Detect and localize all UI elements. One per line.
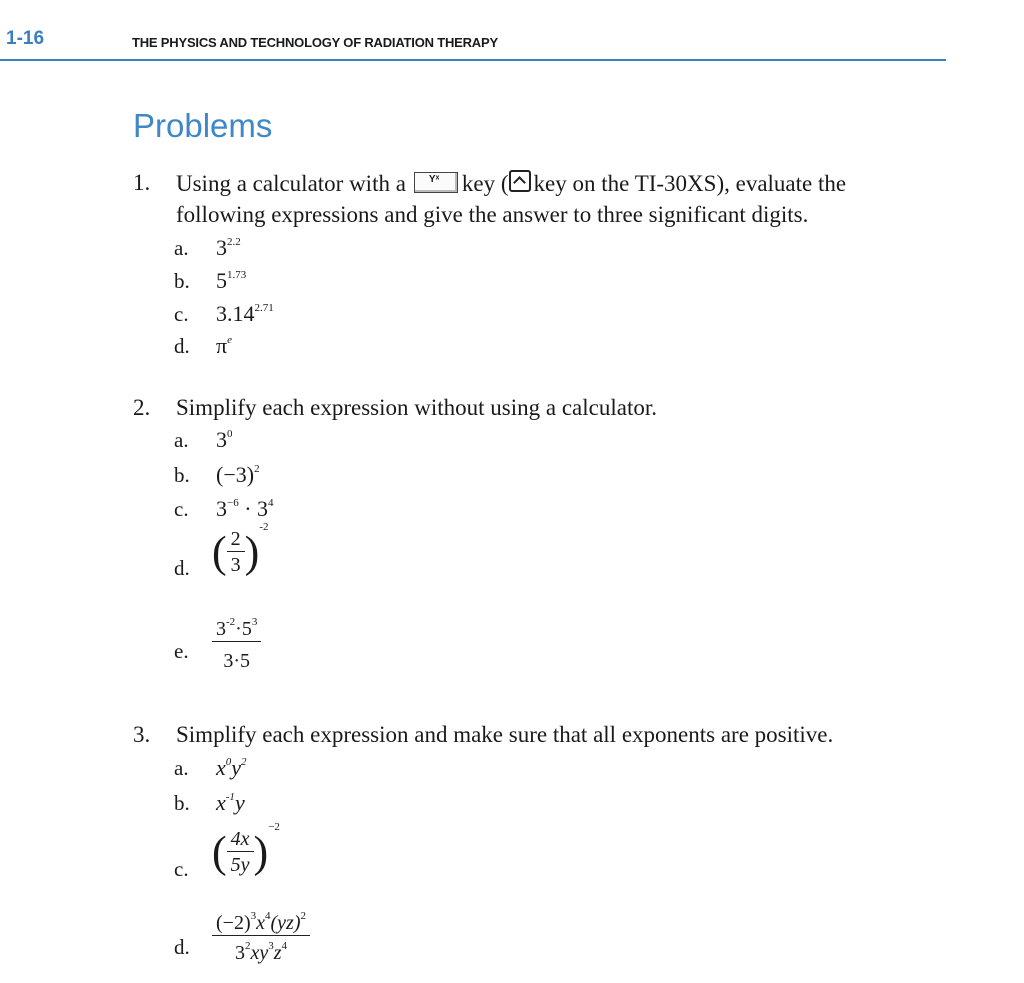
p2-c-expression [216, 496, 274, 522]
p3-d-label: d. [174, 935, 190, 959]
page-number: 1-16 [6, 28, 45, 49]
p2-b-expression [216, 462, 260, 488]
p2-d-exp: -2 [259, 520, 269, 533]
p3-d-d2-exp: 3 [268, 940, 274, 952]
p3-d-d1-exp: 2 [244, 940, 251, 952]
p1-d-exp: e [227, 334, 232, 346]
p2-e-denominator: 3·5 [212, 641, 261, 673]
p2-b-base: (−3) [216, 462, 255, 487]
p1-d-expression [216, 333, 232, 359]
p3-b-x: x [216, 790, 226, 815]
p3-c-numerator: 4x [230, 828, 250, 850]
p1-c-exp: 2.71 [254, 302, 274, 314]
p2-e-label: e. [174, 639, 189, 663]
p1-c-expression [216, 301, 274, 327]
p1-d-base: π [216, 333, 228, 358]
problem-3-text: Simplify each expression and make sure that all exponents are positive. [176, 722, 834, 747]
p3-a-y-exp: 2 [241, 756, 247, 768]
p2-d-label: d. [174, 556, 190, 580]
p3-c-denominator: 5y [227, 851, 254, 877]
p2-e-n1-exp: -2 [226, 616, 236, 628]
p1-a-label: a. [174, 236, 189, 260]
p2-c-exp2: 4 [268, 497, 274, 509]
p2-c-base1: 3 [216, 496, 227, 521]
problem-2-text: Simplify each expression without using a calculator. [176, 395, 657, 420]
p1-b-label: b. [174, 269, 190, 293]
p2-b-label: b. [174, 463, 190, 487]
p2-b-exp: 2 [254, 463, 260, 475]
problem-1-text [176, 170, 846, 197]
p2-c-base2: 3 [257, 496, 269, 521]
header-rule [0, 59, 946, 61]
p3-d-expression [212, 912, 310, 965]
problem-1-line2: following expressions and give the answer to three significant digits. [176, 202, 809, 227]
p1-c-label: c. [174, 302, 189, 326]
p2-d-numerator: 2 [230, 528, 241, 550]
p2-e-dot: · [235, 618, 242, 640]
p2-c-dot: · [244, 496, 252, 521]
p3-b-x-exp: -1 [225, 791, 235, 803]
p2-c-label: c. [174, 497, 189, 521]
p3-d-n1: (−2) [216, 912, 251, 934]
yx-key-icon [414, 172, 458, 193]
p1-c-base: 3.14 [216, 301, 255, 326]
p3-c-expression: ( $\frac{4x}{5y}$ )$^{-2}$ [212, 820, 280, 877]
p1-d-label: d. [174, 334, 190, 358]
p3-a-y: y [231, 755, 242, 780]
running-header: THE PHYSICS AND TECHNOLOGY OF RADIATION THERAPY [132, 35, 498, 50]
p3-d-n2-exp: 4 [265, 910, 271, 922]
p3-d-d3: z [273, 942, 282, 964]
problem-1-number: 1. [133, 170, 151, 195]
p3-d-d1: 3 [234, 942, 245, 964]
p2-c-exp1: −6 [227, 497, 239, 509]
p3-b-expression [216, 790, 245, 816]
p2-a-exp: 0 [227, 428, 233, 440]
problem-1-text-a: Using a calculator with a [176, 171, 406, 196]
p3-a-label: a. [174, 756, 189, 780]
p3-a-x: x [216, 755, 226, 780]
p3-d-n2: x [256, 912, 265, 934]
p2-e-n2-exp: 3 [251, 616, 258, 628]
p2-d-denominator: 3 [227, 551, 245, 577]
p1-a-exp: 2.2 [227, 236, 241, 248]
p1-b-expression [216, 268, 246, 294]
p2-e-n2: 5 [241, 618, 252, 640]
p1-b-exp: 1.73 [227, 269, 247, 281]
p3-d-d3-exp: 4 [281, 940, 288, 952]
p3-d-n3: (yz) [270, 912, 301, 934]
p2-d-expression: ( $\frac{2}{3}$ )$^{-2}$ [212, 520, 269, 577]
caret-key-icon [509, 170, 531, 192]
p3-b-y: y [234, 790, 245, 815]
problem-1-text-c: key on the TI-30XS), evaluate the [533, 171, 847, 196]
p3-a-expression [216, 755, 247, 781]
p3-a-x-exp: 0 [225, 756, 232, 768]
p3-b-label: b. [174, 791, 190, 815]
p2-a-base: 3 [216, 427, 227, 452]
p3-d-n3-exp: 2 [300, 910, 306, 922]
p2-a-label: a. [174, 428, 189, 452]
p3-c-label: c. [174, 857, 189, 881]
p3-d-n1-exp: 3 [250, 910, 257, 922]
problem-2-number: 2. [133, 395, 151, 420]
p2-a-expression [216, 427, 233, 453]
section-title: Problems [133, 107, 273, 144]
p1-a-expression [216, 235, 241, 261]
p1-b-base: 5 [216, 268, 227, 293]
p3-d-d2: xy [250, 942, 269, 964]
p2-e-n1: 3 [216, 618, 226, 640]
p3-c-exp: −2 [268, 820, 280, 833]
p1-a-base: 3 [216, 235, 227, 260]
yx-key-label: Yˣ [428, 174, 440, 185]
p2-e-expression [212, 618, 261, 673]
problem-3-number: 3. [133, 722, 151, 747]
problem-1-text-b: key ( [461, 171, 509, 196]
